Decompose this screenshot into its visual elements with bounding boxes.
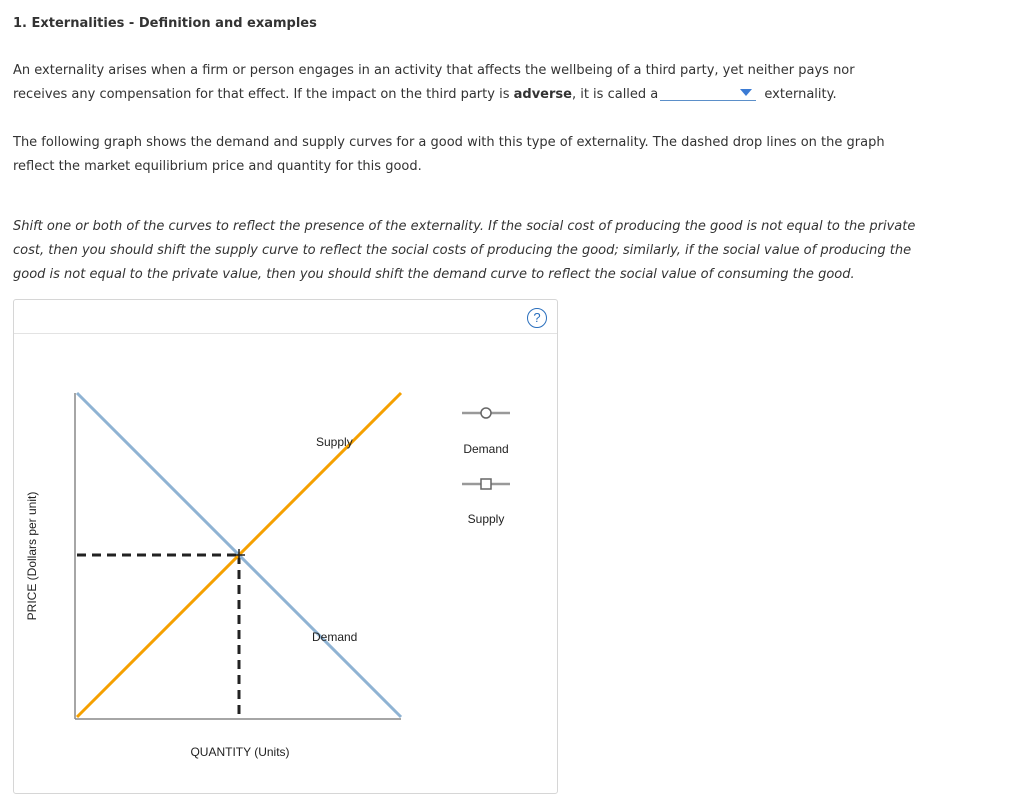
graph-description: The following graph shows the demand and supply curves for a good with this type of externality. The dashed drop lines on the graph reflect the market equilibrium price and quantity for this good. [13,135,885,174]
para1-bold: adverse [513,87,572,102]
circle-marker-icon [481,408,491,418]
legend-supply-label: Supply [467,512,505,526]
legend-demand-label: Demand [463,442,509,456]
para1-text-c: externality. [764,87,837,102]
graph-canvas[interactable] [14,300,557,793]
legend-demand-tool[interactable] [462,408,510,418]
square-marker-icon [481,479,491,489]
question-title: 1. Externalities - Definition and examples [13,16,317,31]
dropdown-caret-icon [740,89,752,96]
x-axis-label: QUANTITY (Units) [190,745,290,759]
graph-panel [13,299,558,794]
y-axis-label: PRICE (Dollars per unit) [25,491,39,621]
help-icon[interactable]: ? [527,308,547,328]
externality-type-dropdown[interactable] [660,84,756,101]
externality-definition [13,59,913,107]
para1-text-a: An externality arises when a firm or person engages in an activity that affects the wellbeing of a third party, yet neither pays nor receives any compensation for that effect. If the impact on the third party is [13,63,855,102]
supply-curve-label: Supply [316,435,353,449]
instructions: Shift one or both of the curves to reflect the presence of the externality. If the social cost of producing the good is not equal to the private cost, then you should shift the supply curve to reflect the social costs of producing the good; similarly, if the social value of producing the good is not equal to the private value, then you should shift the demand curve to reflect the social value of consuming the good. [13,219,916,282]
demand-curve-label: Demand [312,630,358,644]
para1-text-b: , it is called a [571,87,659,102]
legend-supply-tool[interactable] [462,479,510,489]
